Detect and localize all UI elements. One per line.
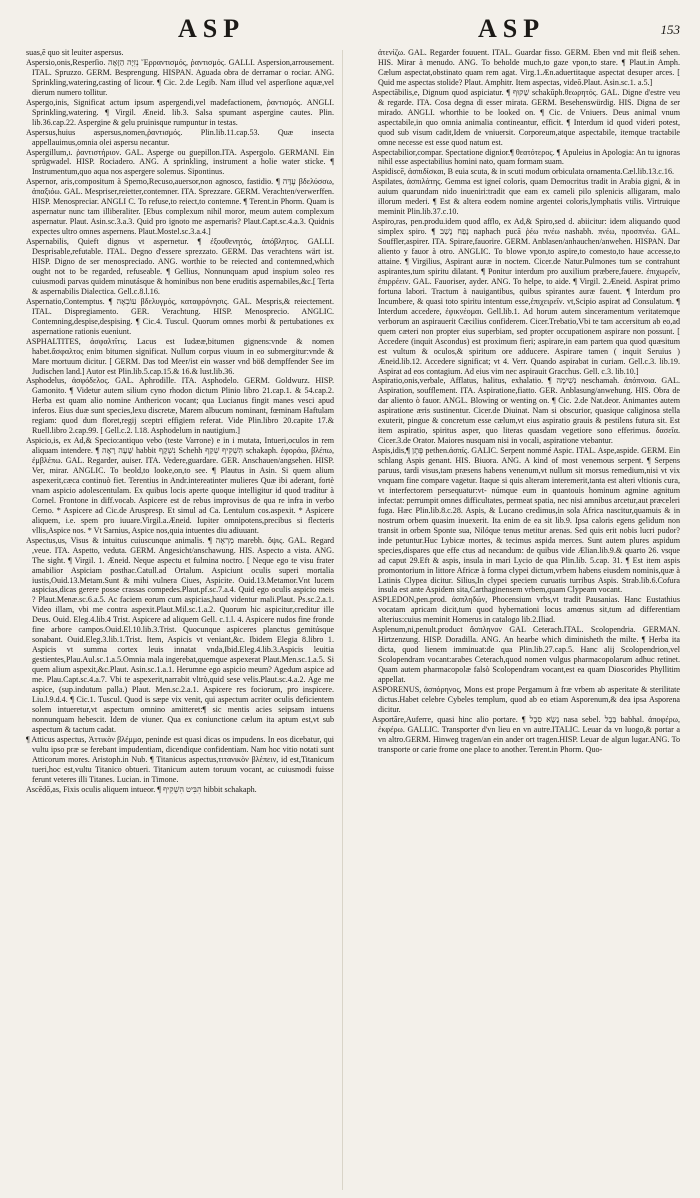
dictionary-entry: Aspicio,is, ex Ad,& Specio:antiquo vebo (teste Varrone) e in i mutata, Intueri,oculos in rem aliquam intendere. ¶ שָׁעָה רָאָה habbit נִשְׁקָף Schehh הִשְׁקִיף שְׁקַף schakaph. ἐφοράω, βλέπω, ἐμβλέπω. GAL. Regarder, auiser. ITA. Vedere,guardare. GER. Anschauen/angsehen. HISP. Ver, mirar. ANGLIC. To beold,to looke,on,to see. ¶ Plautus in Asin. Si quem alium aspexerit,cæca continuò fiet. Terentius in Andr.intereatinter mulieres Quæ ibi aderant, fortè vnam aspicio adolescentulam. Ex quibus locis aperte quoque intelligitur id quod traditur à Cornel. Frontone in diff.vocab. Aspicere est de rebus improvisus de qua re infra in verbo Cerno. * Aspicere ad Cic.de Aruspresp. Et simul ad Ca. Lentulum cos.aspexit. * Aspicere aliquem, i.e. spem pro iuuare.Virgil.a.Æneid. Iupiter omnipotens,precibus si flecteris vllis,Aspice nos. * Vt Sarnius, Aspice nos,quia intuentes diu adiuuant. — [26, 436, 334, 535]
dictionary-entry: ASPORENUS, ἀσπόρηνος, Mons est prope Pergamum à fræ vrbem ab asperitate & sterilitate dictus.Habet celebre Cybeles templum, quod ab eo etiam Asporenum,& dea ipsa Asporena dicitur. — [372, 685, 680, 714]
dictionary-entry: Asphodelus, ἀσφόδελος. GAL. Aphrodille. ITA. Asphodelo. GERM. Goldwurz. HISP. Gamonito. ¶ Videtur autem silium cyno rhodon dictum Plinio libro 21.cap.1. & 54.cap.2. Herba est quam alio nomine Anthericon vocant; qua Lucianus fingit manes vesci apud inferos. Eius duæ sunt species,lexu discretæ, Marem albucum nominant, fœminam Haftulam regiam: quod dum floret,regij sceptri effigiem referat. Vide Plin.libro 20.capite 17.& Ruell.libro 2.cap.99. [ Gell.c.2. l.18. Asphodelum in nautigium.] — [26, 376, 334, 436]
dictionary-entry: ASPLEDON,pen.prod. ἀσπληδών, Phocensium vrbs,vt tradit Pausanias. Hanc Eustathius vocatam apricam dicit,tum quod hybernationi locus amœnus sit,tum ad differentiam alterius:cuius meminit Homerus in catalogo lib.2.Iliad. — [372, 595, 680, 625]
columns — [26, 48, 680, 1188]
dictionary-entry: Asportāre,Auferre, quasi hinc alio portare. ¶ נָשָׂא סֵבֶל nasa sebel. בְּבָל babhal. ἀποφέρω, ἐκφέρω. GALLIC. Transporter d'vn lieu en vn autre.ITALIC. Leuar da vn luogo,& portar a vn altro.GERM. Hinweg tragen/an ein ander ort tragen.HISP. Leuar de algun lugar.ANG. To transporte or carie frome one place to another. Terent.in Phorm. Quo- — [372, 714, 680, 754]
dictionary-entry: Aspernor, aris,compositum à Sperno,Recuso,auersor,non agnosco, fastidio. ¶ עֶדָּה βδελύσσω, ἀπαξιόω. GAL. Mespriser,reietter,contemner. ITA. Sprezzare. GERM. Verachten/verwerffen. HISP. Menospreciar. ANGLI C. To refuse,to reiect,to contemne. ¶ Terent.in Phorm. Quam is aspernatur nunc tam illiberaliter. [Ebus complexum nihil moror, meum autem complexum aspernatur. Plaut. Asin.sc.3.a.3. Quid pro ignoto me aspernaris? Plaut.Capt.sc.4.a.3. Quidnis expectes ultro omnes aspernens. Plaut.Mostel.sc.3.a.4.] — [26, 177, 334, 237]
dictionary-entry: Aspectābilis,e, Dignum quod aspiciatur. ¶ שָׁקוּף schakūph.θεωρητός. GAL. Digne d'estre veu & regarde. ITA. Cosa degna di esser mirata. GERM. Besehenswürdig. HIS. Digna de ser mirado. ANGLI. whorthie to be looked on. ¶ Cic. de Vniuers. Deus animal vnum aspectabile,in quo omnia animalia contineantur, efficit. ¶ Interdum id quod videri potest, quod sub visum cadit,Idem de vniuersit. Corporeum,atque aspectabile, itemque tractabile omne necesse est esse quod natum est. — [372, 87, 680, 147]
dictionary-entry: Aspernatio,Contemptus. ¶ עוֹבְאָה βδελυγμός, καταφρόνησις. GAL. Mespris,& reiectement. ITAL. Dispregiamento. GER. Verachtung. HISP. Menosprecio. ANGLIC. Contemning,despise,despising. ¶ Cic.4. Tuscul. Quorum omnes morbi & pertubationes ex aspernatione rationis eueniunt. — [26, 296, 334, 336]
running-head-left: ASP — [178, 14, 246, 43]
dictionary-entry: Aspergillum,ι. ῥαντιστήριον. GAL. Asperge ou guepillon.ITA. Aspergolo. GERMANI. Ein sprügwadel. HISP. Rociadero. ANG. A sprinkling, instrument a holie water sticke. ¶ Instrumentum,quo aqua nos aspergere solemus. Sipontinus. — [26, 147, 334, 177]
running-head-right: ASP — [478, 14, 546, 43]
dictionary-entry: ¶ Atticus aspectus, Ἀττικὸν βλέμμα, peninde est quasi dicas os impudens. In eos dicebatur, qui vultu ipso præ se ferebant impudentiam, dicendique confidentiam. Nam hoc vitio notati sunt Atticorum mores. Aristoph.in Nub. ¶ Titanicus aspectus,τιτανικὸν βλέπειν, id est,Titanicum tueri,hoc est,vultu Titanico obtueri. Titanicum autem toruum vocant, ac cuiusmodi fuisse ferunt veteres illi Titanes. Lucian. in Timone. — [26, 734, 334, 784]
dictionary-entry: Aspiratio,onis,verbale, Afflatus, halitus, exhalatio. ¶ נְשִׁימָה neschamah. ἀπόπνοια. GAL. Aspiration, soufflement. ITA. Aspiratione,fiatto. GER. Anblasung/anwehung. HIS. Obra de dar aliento ò fauor. ANGL. Blowing or wenting on. ¶ Cic. 2.de Nat.deor. Animantes autem aspiratione æris sustinentur. Cicer.de Diuinat. Nam si obscurior, quasique caliginosa stella exuterit, pingue & concretum esse cælum,vt eius aspiratio grauis & pestilens futura sit. Est item aspiratio, spiritus asper, quo literas quasdam vegetiore sono efferimus. δασεῖα. Cicer.3.de Orator. Maiores nusquam nisi in vocali, aspiratione vtebantur. — [372, 376, 680, 446]
dictionary-entry: Aspiro,ras, pen.produ.idem quod afflo, ex Ad,& Spiro,sed d. abiicitur: idem aliquando quod simplex spiro. ¶ נָפַח נָשַׁב naphach pucā ῥέω πνέω nashabh. πνέω, προσπνέω. GAL. Souffler,aspirer. ITA. Spirare,fauorire. GERM. Anblasen/anhauchen/anwehen. HISPAN. Dar aliento y fauor à otro. ANGLIC. To blowe vpon,to aspire,to comesto,to haue accesse,to attaine. ¶ Virgilius, Aspirant auræ in noctem. Cicer.de Natur.Pulmones tum se contrahunt aspirantes,tum spiritu dilatant. ¶ Ponitur interdum pro auxilium præbere,fauere. ἐπιχωρεῖν, ἐπιρρέειν. GAL. Fauoriser, ayder. ANG. To helpe, to aide. ¶ Virgil. 2.Æneid. Aspirat primo fortuna labori. Tractum à nauigantibus, quibus spirantes auræ fauent. ¶ Interdum pro Incumbere, & quasi toto spiritu intentum esse,ἐπιχειρεῖν. vt,Scipio aspirat ad Consulatum. ¶ Interdum accedere, ἐφικνέομαι. Gell.lib.1. Ad horum autem sinceramentum veritatemque verborum an aspirauerit Cæcilius confiderem. Cicer.Trebatio,Vbi te tam accersitum ab eo,ad quem cæteri non propter eius superbiam, sed propter occupationem aspirare non possunt. [ Accedere (inquit Ascondus) est proximum fieri; aspirare,in eam partem qua quod quæsitum est vultum & oculos,& spiritum ore adducere. Aspirare tamen ( inquit Seruius ) Æneid.lib.12. Accedere significat; vt 4. Verr. Quando aspirabat in curiam. Gell.c.3. lib.19. Aspirat ad eos contagium. Ad eius vim nec aspirauit Gracchus. Gell. c.3. lib.10.] — [372, 217, 680, 376]
dictionary-entry: Aspectabilior,compar. Spectatione dignior.¶ θεατότερος. ¶ Apuleius in Apologia: An tu ignoras nihil esse aspectabilius homini nato, quam formam suam. — [372, 147, 680, 167]
dictionary-entry: ἀτενίζω. GAL. Regarder fouuent. ITAL. Guardar fisso. GERM. Eben vnd mit fleiß sehen. HIS. Mirar à menudo. ANG. To beholde much,to gaze vpon,to stare. ¶ Plaut.in Amph. Cælum aspectat,obstinato quam rem agat. Virg.1.Æn.aduertitaque aspectat desuper arces. [ Quid me aspectas stolide? Plaut. Amphitr. Item aspectas, videō.Plaut. Asin.sc.1. a.5.] — [378, 48, 680, 87]
left-column — [26, 48, 334, 1188]
dictionary-entry: Aspectus,us, Visus & intuitus cuiuscunque animalis. ¶ מַרְאֶה marebh. ὄψις. GAL. Regard ,veue. ITA. Aspetto, veduta. GERM. Angesicht/anschawung. HIS. Aspecto a vista. ANG. The sight. ¶ Virgil. 1. Æneid. Neque aspectu et fulmina noctro. [ Neque ego te visu frater amabilior Aspiciam posthac.Catull.ad Ortalum. Aspiciunt oculis superi mortalia iustis,Ouid.13.Metam.Sunt & mihi vulnera Ciues, Aspicite. Ouid.13.Metamor.Vnt lucem aspicias,dicas gerere posse crassas compedes.Plaut.pf.sc.7.a.4. Quid ego oculis aspicio meis ? Plaut.Menæ.sc.6.a.5. Ac faciem eorum cum aspicias,haud videntur mali.Plaut. Ps.sc.2.a.1. Video illam, vbi me contra aspexit.Plaut.Mil.sc.1.a.2. Quorum hic aspicitur,creditur ille Deus. Ouid. Eleg.4.lib.4 Trist. Aspicere ad aliquem Gell. c.1.l. 4. Aspicere nudos fine fronde fine arbore campos.Ouid.El.10.lib.3.Trist. Quocunque aspiceres planctus gemitúsque sonabant. Ouid.Eleg.3.lib.1.Trist. Item, Aspicis vt veniant,&c. Ibidem Elegia 8.libro 1. Aspicis vt summa cortex leuis innatat vnda,Ibid.Eleg.4.lib.3.Aspicis leuitia gestientes,Plau.Aul.sc.1.a.5.Omnia mala ingerebat,quemque aspexerat Plaut.Men.sc.1.a.5. Si quem alium aspexit,&c.Plaut. Asin.sc.1.a.1. Herumne ego aspicio meum? Agedum aspice ad me. Plau.Capt.sc.4.a.7. Vbi te aspexerit,narrabit vltrò,quid sese velis.Plaut.sc.4.a.2. Age me aspice, (sup.indutum palla.) Plaut. Men.sc.2.a.1. Aspicere res fociorum, pro inspicere. Liu.l.9.d.4. ¶ Cic.1. Tuscul. Quod is sæpe vix venit, qui aspectum acriter oculis deficientem solem intueretur,vt aspectum omnino amitteret:¶ sic mentis acies seipsam intuens nonnunquam hebescit. Idem de viuner. Qua ex coniunctione cælum ita aptum est,vt sub aspectum & tactum cadat. — [26, 535, 334, 734]
dictionary-entry: suas,ē quo sit leuiter aspersus. — [26, 48, 124, 57]
page-number: 153 — [660, 22, 680, 37]
dictionary-entry: Aspidiscē, ἀσπιδίσκαι, B euia scuta, & in scuti modum orbiculata ornamenta.Cæl.lib.13.c.16. — [372, 167, 675, 177]
dictionary-entry: Aspilates, ἀσπιλάτης. Gemma est igneí coloris, quam Democritus tradit in Arabia gigni, & in auium quarundam nido inueniri:tradit que eam ex cameli pilo splenicis alligaram, malo illorum mederi. ¶ Est & altera eodem nomine argentei coloris,lymphatis vtilis. Virtruique meminit Plin.lib.37.c.10. — [372, 177, 680, 217]
dictionary-entry: Aspersio,onis,Resperſio. נְזִיָּה הַזָּאָה Ἔρραντισμός, ῥαντισμός. GALLI. Aspersion,arrousement. ITAL. Spruzzo. GERM. Besprengung. HISPAN. Aguada obra de derramar o rociar. ANG. Sprinkling,watering,casting of licour. ¶ Cic. 2.de Legib. Nam illud vel asperſione aquæ,vel dierum numero tollitur. — [26, 57, 334, 97]
dictionary-entry: Aspernabilis, Quieft dignus vt aspernetur. ¶ ἐξουθενητός, ἀπόβλητος. GALLI. Desprisable,refutable. ITAL. Degno d'essere sprezzato. GERM. Das verachtens wärt ist. HISP. Digno de ser menospreciado. ANG. worthie to be reiected and contemned,which ought not to be regarded, refuseable. ¶ Gellius, Nonnunquam apud inspium soleo res cuiusmodi parvas quidem minutásque & hominibus non bene eruditis aspernabiles,&c.[ Terta & aspernabilis Dialectica. Gell.c.8.l.16. — [26, 237, 334, 296]
right-column — [372, 48, 680, 1188]
dictionary-entry: Asplenum,ni,penult.product ἄσπληνον GAL Ceterach.ITAL. Scolopendria. GERMAN. Hirtzenzung. HISP. Doradilla. ANG. An hearbe which diminisheth the milte. ¶ Herba ita dicta, quod lienem imminuat:de qua Plin.lib.27.cap.5. Hanc alij Scolopendrion,vel Scolopendram vocant:arabes Ceterach,quod nomen vulgus pharmacopolarum adhuc retinet. Quam autem pharmacopolæ falsò Scolopendram vocant,est ea quam Dioscorides Phyllitim appellat. — [372, 625, 680, 685]
dictionary-entry: Aspersus,huius aspersus,nomen,ῥαντισμός. Plin.lib.11.cap.53. Quæ insecta appellauimus,omnia olei aspersu necantur. — [26, 127, 334, 147]
dictionary-entry: ASPHALTITES, ἀσφαλτῖτις. Lacus est Iudææ,bitumen gignens:vnde & nomen habet.ἄσφαλτος enim bitumen significat. Nullum corpus viuum in eo submergitur:vnde & Mare mortuum dicitur. [ GERM. Das tod Meer/ist ein wasser vnd böß dempffender See im Judischen land.] Autor est Plin.lib.5.cap.15.& 16.& lust.lib.36. — [26, 336, 334, 376]
dictionary-entry: Ascēdō,as, Fixis oculis aliquem intueor. ¶ הִבִּיט הִשְׁקִיף hibbit schakaph. — [26, 784, 257, 794]
dictionary-entry: Aspis,idis,¶ פֶּתֶן pethen.ἀσπίς. GALIC. Serpent nommé Aspic. ITAL. Aspe,aspide. GERM. Ein schlang Aspis genant. HIS. Biuora. ANG. A kind of most venemous serpent. ¶ Serpens paruus, tardi visus,tam præsens habens venenum,vt nullum sit morsus remedium,nisi vt vix vnquam fine compare vagetur. Itaque si quis alteram interemerit,tanta est alteri vltionis cura, vt interfectorem persequatur:vt- númque eum in quantouis hominum agmine agnitum infectat: perrumpit omnes difficultates, permeat spatia, nec nisi amnibus arcetur,aut præceleri fuga. Hæc Plin.lib.8.c.28. Aspis, & Lucano credimus,in sola Africa nascitur,quamuis & in nostrum orbem quasim inuexerit. Ita enim de ea sit lib.9. Ipsa caloris egens gelidum non transit in orbem Sponte sua, Nilóque tenus metitur arenas. Sed quis erit nobis lucri pudor? inde petuntur.Huc Lybicæ mortes, & tecimus aspida merces. Sunt autem plures aspidum species,dispares que effe ctus ad necandum: de quibus vide Ælian.lib.9.& quarto 26. vsque ad caput 29.Eft & aspis, insula in mari Lycio de qua Plin.lib. 5.cap. 31. ¶ Est item aspis promontorium in littore Africæ à forma clypei dictum,vrbem habens eiusdem nominis,quæ à Latinis Clypea dicitur. Silius,In clypei speciem curuatis turribus Aspis. Strab.lib.6.Cofura insula est ante Aspidem sita,Carthaginensem vrbem,quam Clypeam vocant. — [372, 446, 680, 595]
dictionary-entry: Aspergo,inis, Significat actum ipsum aspergendi,vel madefactionem, ῥαντισμός. ANGLI. Sprinkling,watering. ¶ Virgil. Æneid. lib.3. Salsa spumant aspergine cautes. Plin. lib.36.cap.22. Aspergine & gelu pruinisque rumpuntur in testas. — [26, 97, 334, 127]
page-header — [0, 14, 700, 50]
